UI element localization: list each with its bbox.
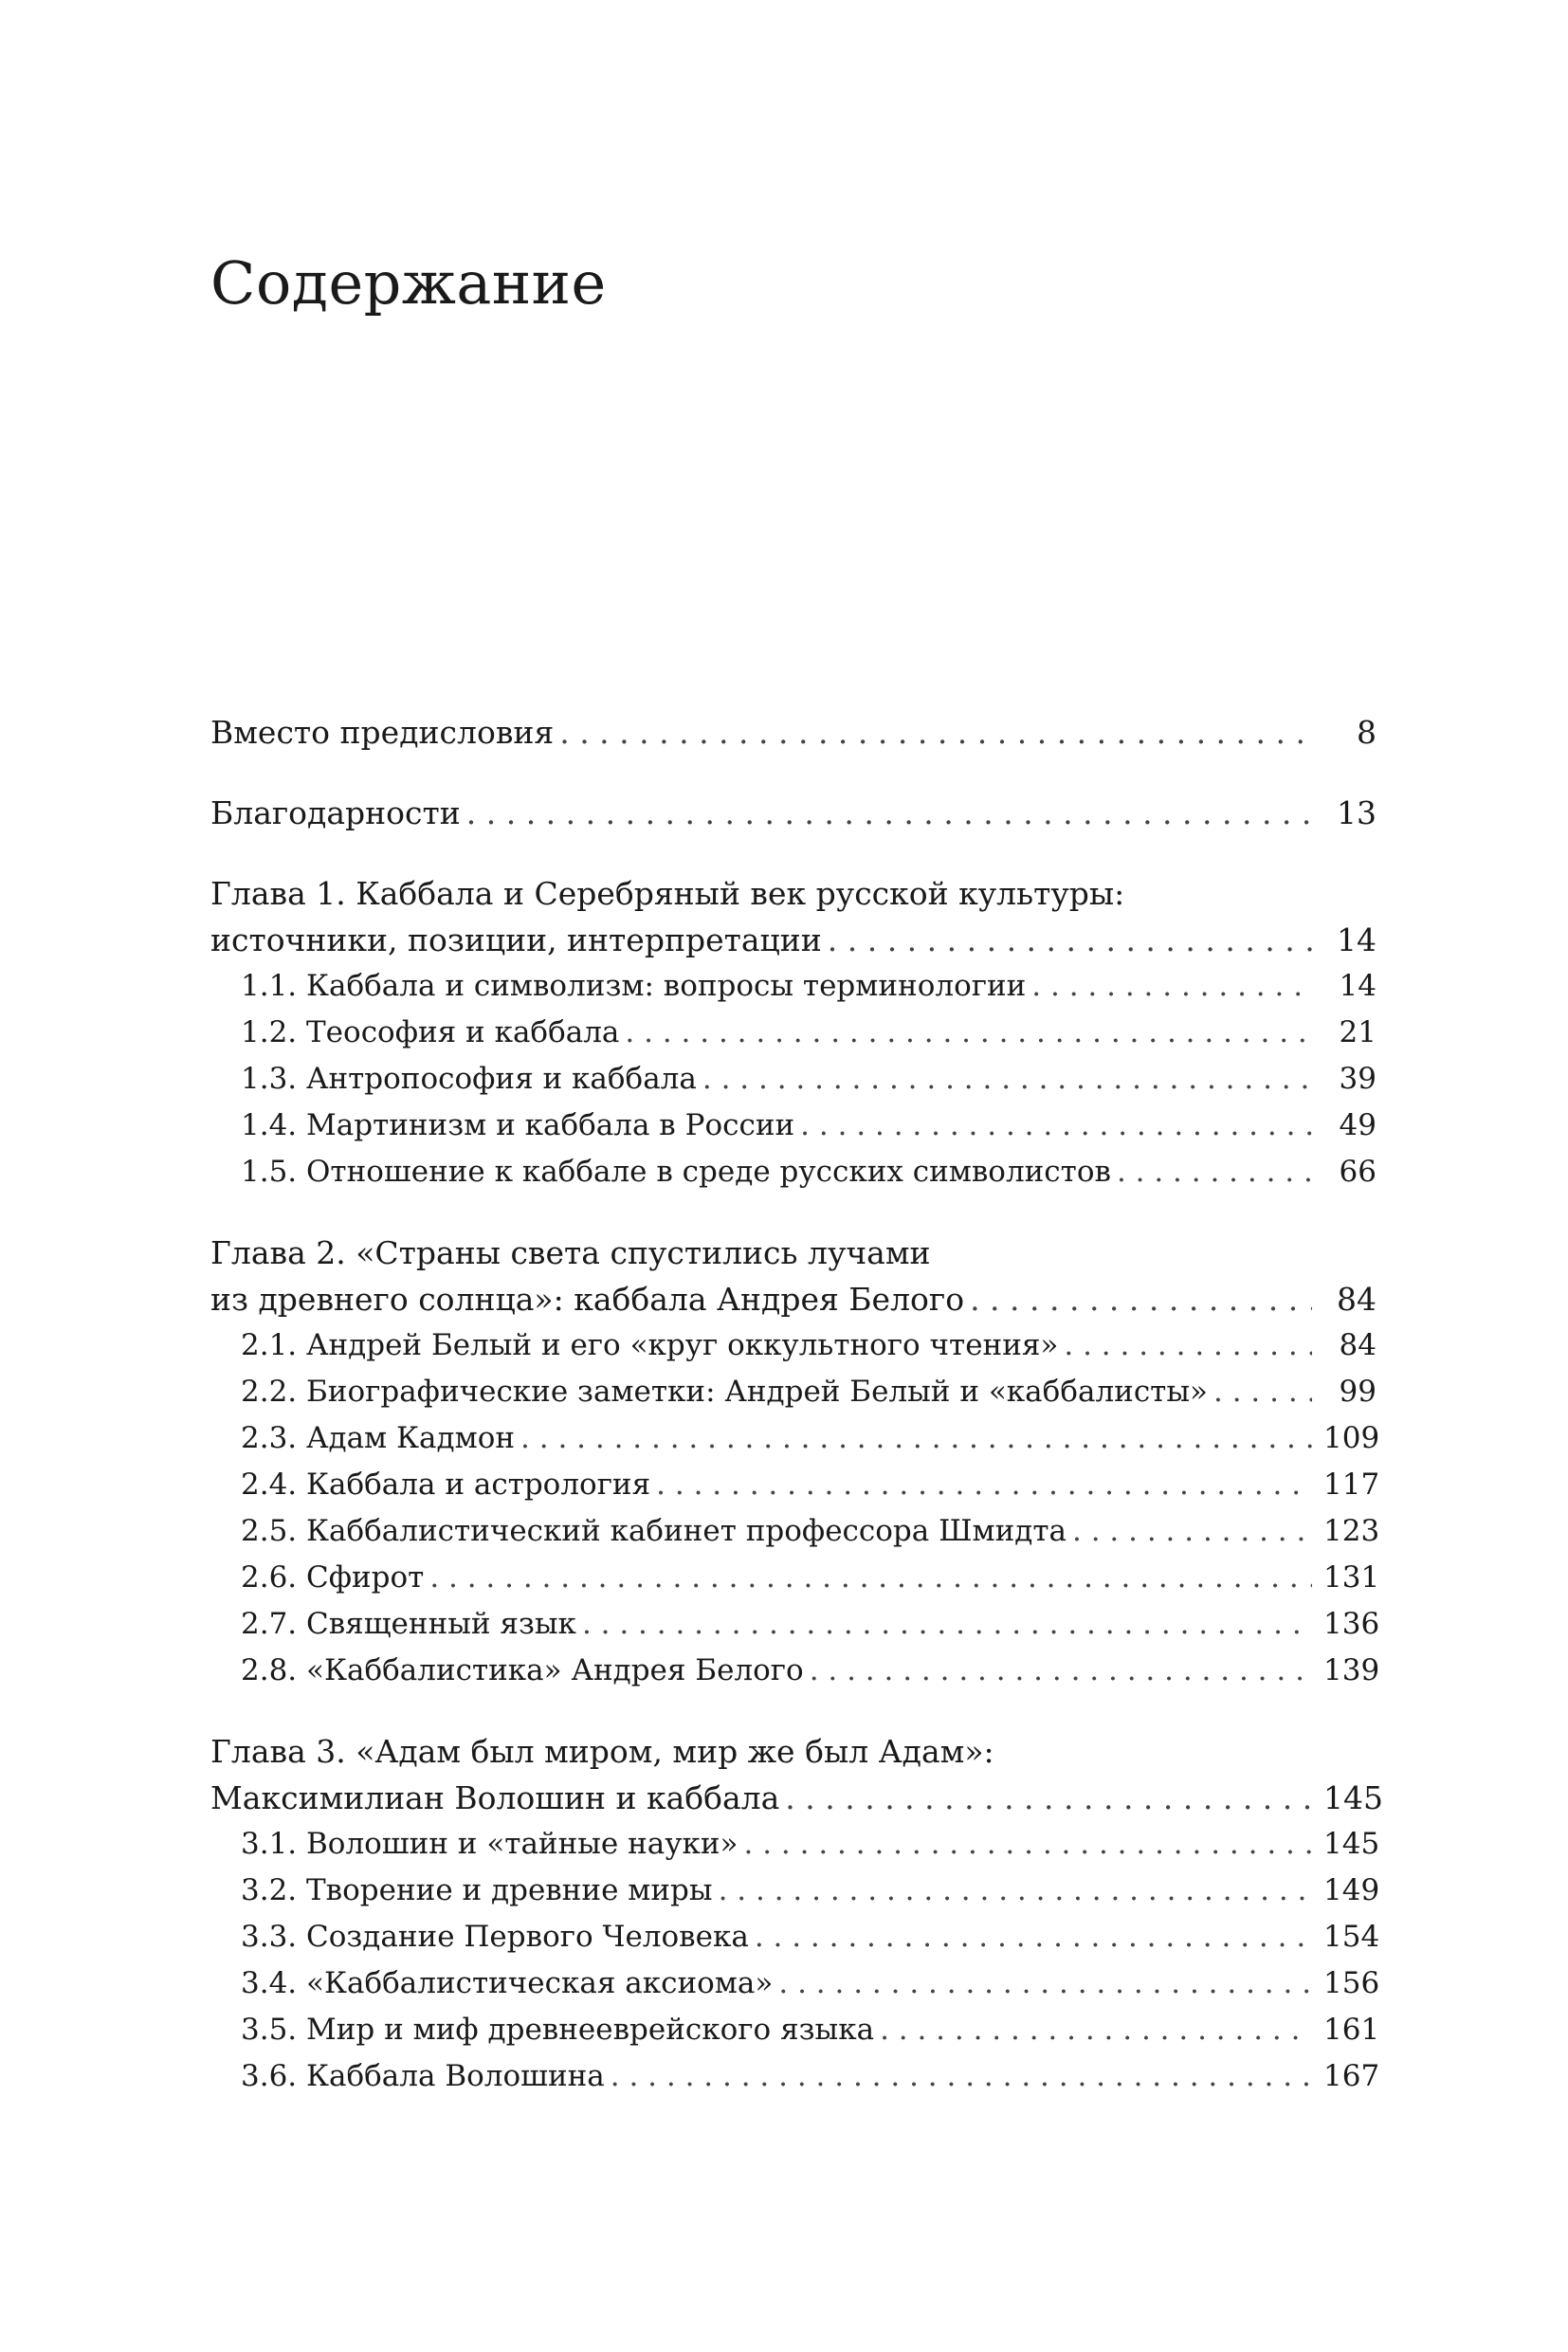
toc-entry-label: 1.1. Каббала и символизм: вопросы терминологии: [241, 969, 1027, 1003]
toc-chapter-1: [210, 870, 1377, 1195]
toc-page-number: 109: [1323, 1421, 1380, 1455]
toc-page-number: 117: [1323, 1468, 1380, 1502]
dot-leader: [970, 1276, 1312, 1322]
dot-leader: [1213, 1369, 1312, 1415]
toc-section-entry[interactable]: [210, 1149, 1377, 1195]
dot-leader: [611, 2053, 1312, 2100]
toc-entry-acknowledgements[interactable]: [210, 790, 1377, 836]
toc-section-entry[interactable]: [210, 1914, 1380, 1960]
toc-page-number: 84: [1337, 1281, 1377, 1318]
toc-section-entry[interactable]: [210, 1868, 1380, 1914]
dot-leader: [828, 917, 1312, 963]
toc-page-number: 145: [1323, 1827, 1380, 1861]
toc-page-number: 154: [1323, 1920, 1380, 1954]
toc-entry-label: 3.6. Каббала Волошина: [241, 2059, 605, 2093]
dot-leader: [1072, 1508, 1312, 1555]
toc-entry-label: 3.1. Волошин и «тайные науки»: [241, 1827, 738, 1861]
toc-page-number: 66: [1339, 1155, 1377, 1189]
toc-section-entry[interactable]: [210, 1369, 1377, 1415]
toc-entry-label: 3.3. Создание Первого Человека: [241, 1920, 749, 1954]
toc-page-number: 14: [1337, 921, 1377, 958]
toc-chapter-2: [210, 1230, 1380, 1694]
dot-leader: [719, 1868, 1312, 1914]
toc-page-number: 49: [1339, 1108, 1377, 1142]
chapter-title-line[interactable]: Глава 3. «Адам был миром, мир же был Адам»:: [210, 1733, 994, 1770]
toc-section-entry[interactable]: [210, 1010, 1377, 1056]
toc-section-entry[interactable]: [210, 2053, 1380, 2100]
toc-entry-label: 3.4. «Каббалистическая аксиома»: [241, 1966, 774, 2000]
toc-section-entry[interactable]: [210, 1601, 1380, 1648]
chapter-title-line: из древнего солнца»: каббала Андрея Белого: [210, 1281, 965, 1318]
toc-chapter-entry[interactable]: [210, 1276, 1377, 1322]
toc-page-number: 149: [1323, 1873, 1380, 1907]
toc-entry-foreword[interactable]: [210, 709, 1377, 756]
toc-entry-label: 1.5. Отношение к каббале в среде русских символистов: [241, 1155, 1111, 1189]
toc-chapter-3: [210, 1728, 1383, 2100]
dot-leader: [800, 1103, 1312, 1149]
table-of-contents: [210, 709, 1383, 2134]
dot-leader: [520, 1415, 1312, 1462]
dot-leader: [429, 1555, 1312, 1601]
toc-entry-label: 3.5. Мир и миф древнееврейского языка: [241, 2013, 875, 2047]
toc-entry-label: 1.4. Мартинизм и каббала в России: [241, 1108, 795, 1142]
toc-page-number: 39: [1339, 1062, 1377, 1096]
toc-chapter-entry[interactable]: [210, 917, 1377, 963]
toc-entry-label: 3.2. Творение и древние миры: [241, 1873, 713, 1907]
toc-page-number: 161: [1323, 2013, 1380, 2047]
toc-section-entry[interactable]: [210, 1508, 1380, 1555]
toc-page-number: 21: [1339, 1015, 1377, 1049]
toc-entry-label: Вместо предисловия: [210, 714, 555, 751]
toc-page-number: 13: [1337, 794, 1377, 831]
toc-section-entry[interactable]: [210, 963, 1377, 1010]
toc-entry-label: 2.8. «Каббалистика» Андрея Белого: [241, 1653, 804, 1687]
dot-leader: [778, 1960, 1312, 2007]
dot-leader: [1031, 963, 1312, 1010]
toc-section-entry[interactable]: [210, 1103, 1377, 1149]
chapter-title-line[interactable]: Глава 2. «Страны света спустились лучами: [210, 1234, 931, 1271]
chapter-title-line: Максимилиан Волошин и каббала: [210, 1779, 780, 1816]
dot-leader: [744, 1821, 1312, 1868]
toc-page-number: 8: [1357, 714, 1377, 751]
toc-page-number: 136: [1323, 1607, 1380, 1641]
toc-section-entry[interactable]: [210, 1462, 1380, 1508]
toc-section-entry[interactable]: [210, 1821, 1380, 1868]
toc-section-entry[interactable]: [210, 1056, 1377, 1103]
dot-leader: [785, 1775, 1312, 1821]
toc-entry-label: 2.6. Сфирот: [241, 1560, 425, 1595]
toc-section-entry[interactable]: [210, 1555, 1380, 1601]
toc-entry-label: 2.4. Каббала и астрология: [241, 1468, 651, 1502]
toc-section-entry[interactable]: [210, 2007, 1380, 2053]
chapter-title-line[interactable]: Глава 1. Каббала и Серебряный век русской культуры:: [210, 875, 1125, 912]
toc-page-number: 14: [1339, 969, 1377, 1003]
toc-page-number: 156: [1323, 1966, 1380, 2000]
toc-entry-label: 1.2. Теософия и каббала: [241, 1015, 620, 1049]
dot-leader: [466, 790, 1312, 836]
dot-leader: [582, 1601, 1312, 1648]
dot-leader: [1064, 1322, 1312, 1369]
chapter-title-line: источники, позиции, интерпретации: [210, 921, 822, 958]
dot-leader: [755, 1914, 1312, 1960]
toc-entry-label: 2.5. Каббалистический кабинет профессора Шмидта: [241, 1514, 1067, 1548]
toc-entry-label: 1.3. Антропософия и каббала: [241, 1062, 697, 1096]
dot-leader: [656, 1462, 1312, 1508]
toc-entry-label: 2.3. Адам Кадмон: [241, 1421, 516, 1455]
toc-page-number: 167: [1323, 2059, 1380, 2093]
dot-leader: [880, 2007, 1312, 2053]
toc-page-number: 139: [1323, 1653, 1380, 1687]
dot-leader: [810, 1648, 1312, 1694]
dot-leader: [1117, 1149, 1312, 1195]
toc-entry-label: 2.7. Священный язык: [241, 1607, 576, 1641]
toc-page-number: 84: [1339, 1328, 1377, 1362]
dot-leader: [625, 1010, 1312, 1056]
page-title: Содержание: [210, 248, 607, 318]
toc-entry-label: 2.2. Биографические заметки: Андрей Белый и «каббалисты»: [241, 1375, 1208, 1409]
toc-page-number: 145: [1323, 1779, 1383, 1816]
dot-leader: [559, 709, 1312, 756]
toc-section-entry[interactable]: [210, 1415, 1380, 1462]
toc-page-number: 99: [1339, 1375, 1377, 1409]
dot-leader: [702, 1056, 1312, 1103]
toc-page-number: 131: [1323, 1560, 1380, 1595]
toc-entry-label: Благодарности: [210, 794, 461, 831]
toc-section-entry[interactable]: [210, 1648, 1380, 1694]
toc-page-number: 123: [1323, 1514, 1380, 1548]
toc-section-entry[interactable]: [210, 1960, 1380, 2007]
toc-section-entry[interactable]: [210, 1322, 1377, 1369]
toc-chapter-entry[interactable]: [210, 1775, 1383, 1821]
toc-entry-label: 2.1. Андрей Белый и его «круг оккультного чтения»: [241, 1328, 1059, 1362]
